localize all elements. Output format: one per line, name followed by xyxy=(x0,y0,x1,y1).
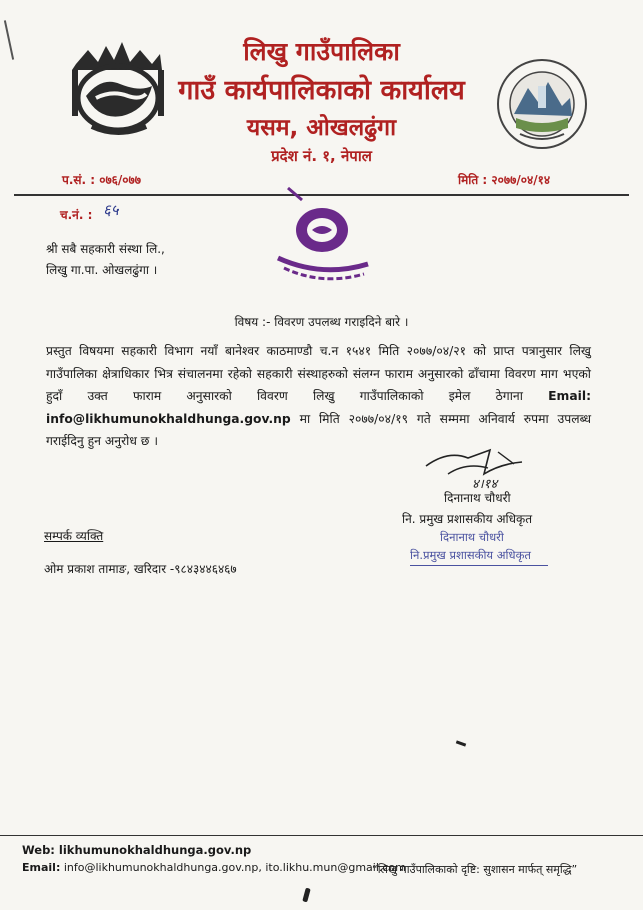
footer-motto: “लिखु गाउँपालिकाको दृष्टि: सुशासन मार्फत् समृद्धि” xyxy=(372,863,578,876)
ink-speck xyxy=(302,888,310,903)
signature-date: ४।१४ xyxy=(472,477,498,492)
margin-mark xyxy=(4,20,14,60)
letterhead-line-2: गाउँ कार्यपालिकाको कार्यालय xyxy=(178,75,465,106)
footer-email-value: info@likhumunokhaldhunga.gov.np, ito.likhu.mun@gmail.com xyxy=(63,861,406,874)
signatory-name: दिनानाथ चौधरी xyxy=(444,491,511,505)
footer-email xyxy=(22,861,406,874)
letter-body xyxy=(46,340,591,453)
signatory-title: नि. प्रमुख प्रशासकीय अधिकृत xyxy=(402,512,533,526)
letterhead-line-3: यसम, ओखलढुंगा xyxy=(246,115,397,141)
ink-speck xyxy=(456,740,466,746)
contact-person: ओम प्रकाश तामाङ, खरिदार -९८४३४४६४६७ xyxy=(44,562,237,576)
recipient-line-2: लिखु गा.पा. ओखलढुंगा । xyxy=(46,263,158,277)
reference-number: प.सं. : ०७६/०७७ xyxy=(62,173,142,187)
office-stamp xyxy=(268,186,376,292)
handwritten-signature xyxy=(418,444,530,494)
title-stamp: नि.प्रमुख प्रशासकीय अधिकृत xyxy=(410,548,531,562)
dispatch-number: ६५ xyxy=(103,201,119,219)
letterhead-line-4: प्रदेश नं. १, नेपाल xyxy=(271,147,372,165)
footer-divider xyxy=(0,835,643,836)
body-text-part-2: मा मिति २०७७/०४/१९ गते सम्ममा अनिवार्य रुपमा उपलब्ध गराईदिनु हुन अनुरोध छ । xyxy=(46,411,591,448)
footer-web: Web: likhumunokhaldhunga.gov.np xyxy=(22,843,252,857)
letter-date: मिति : २०७७/०४/१४ xyxy=(458,173,551,187)
stamp-underline xyxy=(410,565,548,566)
footer-email-label: Email: xyxy=(22,861,61,874)
name-stamp: दिनानाथ चौधरी xyxy=(440,530,504,544)
contact-label: सम्पर्क व्यक्ति xyxy=(44,529,104,543)
recipient-line-1: श्री सबै सहकारी संस्था लि., xyxy=(46,242,165,256)
letterhead-line-1: लिखु गाउँपालिका xyxy=(243,37,400,66)
municipality-seal-logo xyxy=(496,58,588,150)
body-text-part-1: प्रस्तुत विषयमा सहकारी विभाग नयाँ बानेश्वर काठमाण्डौ च.न १५४१ मिति २०७७/०४/२१ को प्राप्त पत्रानुसार लिखु गाउँपालिका क्षेत्राधिकार भित्र संचालनमा रहेको सहकारी संस्थाहरुको संलग्न फाराम अनुसारको ढाँचामा विवरण माग भएको हुदाँ उक्त फाराम अनुसारको विवरण लिखु गाउँपालिकाको इमेल ठेगाना xyxy=(46,344,591,403)
dispatch-label: च.नं. : xyxy=(60,208,93,222)
body-email: Email: info@likhumunokhaldhunga.gov.np xyxy=(46,389,591,426)
subject-line: विषय :- विवरण उपलब्ध गराइदिने बारे । xyxy=(234,315,409,329)
